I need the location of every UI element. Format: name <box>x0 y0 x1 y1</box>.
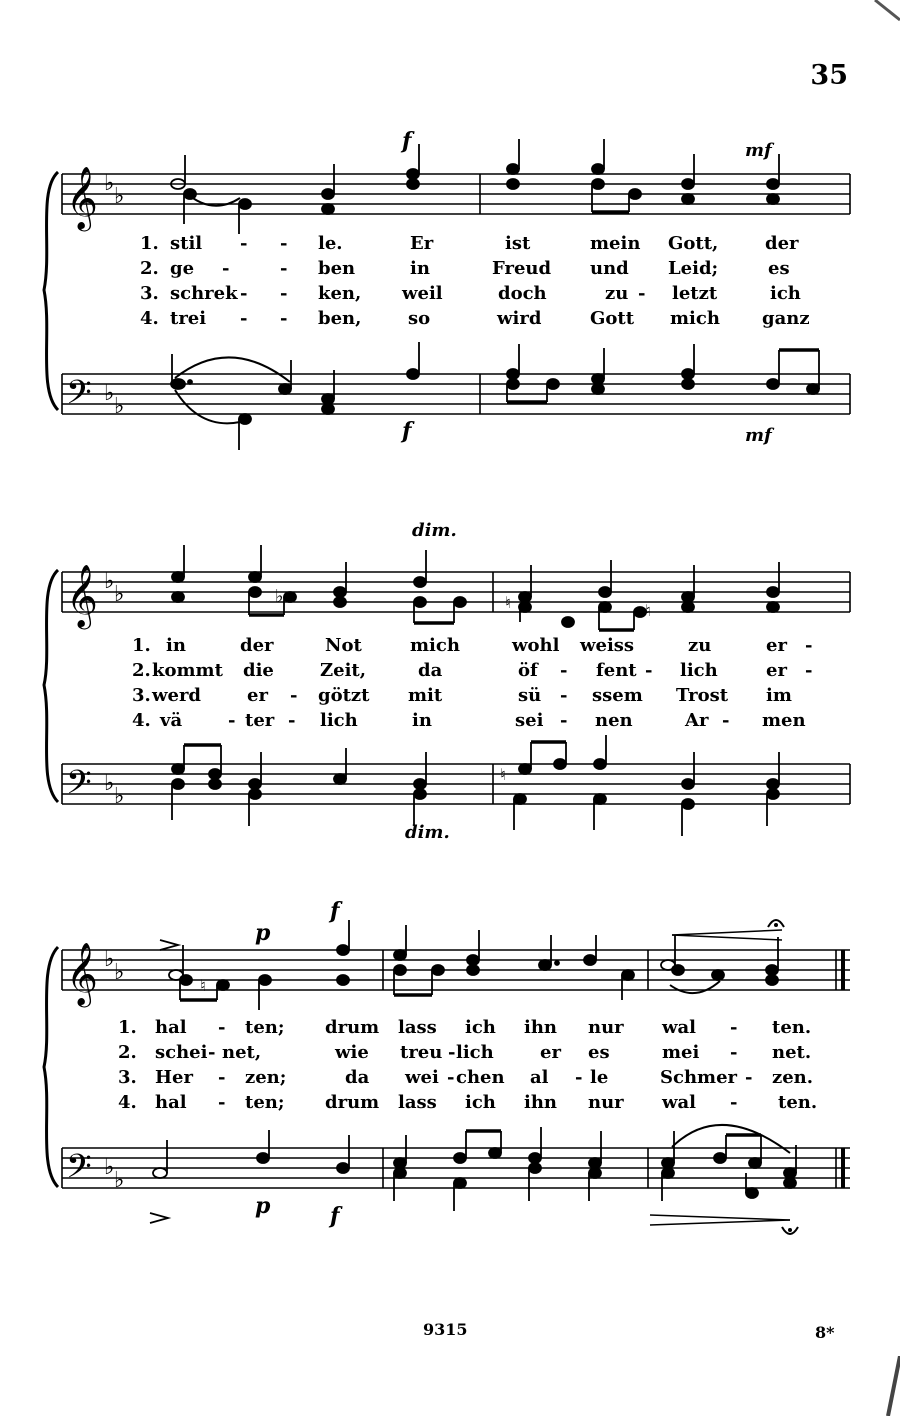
verse-number: 2. <box>140 258 159 279</box>
verse-number: 1. <box>118 1017 137 1038</box>
lyric-hyphen: - <box>222 258 230 279</box>
lyric-syllable: kommt <box>152 660 223 681</box>
lyric-syllable: schrek <box>170 283 238 304</box>
lyric-syllable: Ar <box>685 710 709 731</box>
svg-text:♭: ♭ <box>275 586 284 607</box>
lyric-syllable: mich <box>670 308 720 329</box>
verse-number: 2. <box>132 660 151 681</box>
lyric-syllable: ken, <box>318 283 362 304</box>
lyric-hyphen: - <box>240 283 248 304</box>
lyric-syllable: er <box>247 685 268 706</box>
lyric-syllable: da <box>418 660 443 681</box>
lyric-syllable: ben, <box>318 308 362 329</box>
lyric-syllable: wei <box>405 1067 439 1088</box>
dynamic-diminuendo: dim. <box>412 520 457 541</box>
lyric-syllable: Schmer <box>660 1067 738 1088</box>
lyric-syllable: so <box>408 308 431 329</box>
svg-text:𝄢: 𝄢 <box>66 1148 92 1194</box>
svg-text:♭: ♭ <box>114 1168 125 1193</box>
lyric-syllable: zu <box>688 635 712 656</box>
svg-text:♭: ♭ <box>104 171 115 196</box>
svg-text:𝄞: 𝄞 <box>66 166 98 229</box>
lyric-syllable: ter <box>245 710 275 731</box>
lyric-syllable: fent <box>596 660 637 681</box>
svg-text:𝄞: 𝄞 <box>66 564 98 627</box>
lyric-hyphen: - <box>240 233 248 254</box>
svg-text:♭: ♭ <box>104 771 115 796</box>
lyric-hyphen: - <box>745 1067 753 1088</box>
lyric-syllable: Freud <box>492 258 552 279</box>
svg-text:♭: ♭ <box>114 960 125 985</box>
lyric-hyphen: - <box>240 308 248 329</box>
lyric-syllable: Er <box>410 233 434 254</box>
lyric-syllable: ben <box>318 258 356 279</box>
svg-text:♭: ♭ <box>114 394 125 419</box>
lyric-syllable: Gott, <box>668 233 719 254</box>
svg-text:𝄢: 𝄢 <box>66 374 92 420</box>
score-notation-1 <box>0 120 900 460</box>
verse-number: 4. <box>118 1092 137 1113</box>
lyric-syllable: in <box>410 258 430 279</box>
lyric-syllable: in <box>166 635 186 656</box>
lyric-syllable: Trost <box>676 685 729 706</box>
lyric-syllable: lass <box>398 1092 437 1113</box>
dynamic-piano: p <box>255 1193 271 1219</box>
lyric-hyphen: - <box>730 1092 738 1113</box>
lyric-syllable: drum <box>325 1092 380 1113</box>
page-corner-mark <box>860 1356 900 1416</box>
verse-number: 3. <box>118 1067 137 1088</box>
lyric-syllable: al <box>530 1067 549 1088</box>
dynamic-mezzoforte: mf <box>745 425 772 446</box>
lyric-syllable: lich <box>456 1042 494 1063</box>
lyric-syllable: mich <box>410 635 460 656</box>
lyric-syllable: öf <box>518 660 538 681</box>
lyric-syllable: wohl <box>512 635 560 656</box>
lyric-syllable: ten; <box>245 1017 285 1038</box>
lyric-syllable: es <box>768 258 790 279</box>
lyric-syllable: der <box>240 635 274 656</box>
lyric-syllable: ich <box>465 1092 496 1113</box>
lyric-syllable: Gott <box>590 308 635 329</box>
lyric-syllable: ten. <box>778 1092 818 1113</box>
lyric-syllable: ge <box>170 258 195 279</box>
svg-text:♭: ♭ <box>114 582 125 607</box>
svg-text:♮: ♮ <box>645 601 651 620</box>
lyric-syllable: in <box>412 710 432 731</box>
lyric-hyphen: - <box>805 660 813 681</box>
svg-text:♭: ♭ <box>104 569 115 594</box>
dynamic-forte: f <box>330 898 340 924</box>
lyric-syllable: im <box>766 685 792 706</box>
svg-text:♮: ♮ <box>200 976 206 995</box>
lyric-syllable: mein <box>590 233 641 254</box>
lyric-syllable: er <box>766 660 787 681</box>
lyric-syllable: schei <box>155 1042 208 1063</box>
lyric-syllable: trei <box>170 308 207 329</box>
lyric-syllable: stil <box>170 233 203 254</box>
lyric-hyphen: - <box>560 710 568 731</box>
lyric-syllable: wal <box>662 1092 696 1113</box>
lyric-syllable: vä <box>160 710 183 731</box>
lyric-hyphen: - <box>280 283 288 304</box>
page-edge-mark <box>870 0 900 30</box>
lyric-hyphen: - <box>730 1042 738 1063</box>
music-system-2 <box>0 520 900 850</box>
lyric-syllable: nen <box>595 710 633 731</box>
verse-number: 4. <box>132 710 151 731</box>
lyric-syllable: der <box>765 233 799 254</box>
svg-text:♭: ♭ <box>104 1155 115 1180</box>
lyric-syllable: hal <box>155 1017 187 1038</box>
dynamic-forte: f <box>330 1203 340 1229</box>
svg-text:♭: ♭ <box>104 381 115 406</box>
lyric-hyphen: - <box>280 308 288 329</box>
lyric-hyphen: - <box>722 710 730 731</box>
svg-text:♭: ♭ <box>114 784 125 809</box>
dynamic-mezzoforte: mf <box>745 140 772 161</box>
lyric-syllable: chen <box>456 1067 505 1088</box>
lyric-syllable: ten; <box>245 1092 285 1113</box>
lyric-syllable: le <box>590 1067 609 1088</box>
lyric-syllable: ich <box>465 1017 496 1038</box>
svg-text:𝄢: 𝄢 <box>66 764 92 810</box>
lyric-syllable: Leid; <box>668 258 719 279</box>
lyric-syllable: Zeit, <box>320 660 367 681</box>
page-number: 35 <box>810 60 848 91</box>
plate-number: 9315 <box>423 1320 468 1339</box>
lyric-hyphen: - <box>448 1042 456 1063</box>
lyric-syllable: er <box>540 1042 561 1063</box>
verse-number: 4. <box>140 308 159 329</box>
lyric-syllable: götzt <box>318 685 370 706</box>
verse-number: 1. <box>140 233 159 254</box>
music-system-3 <box>0 895 900 1255</box>
lyric-syllable: sü <box>518 685 542 706</box>
lyric-syllable: net. <box>772 1042 812 1063</box>
verse-number: 3. <box>132 685 151 706</box>
lyric-syllable: Not <box>325 635 362 656</box>
dynamic-forte: f <box>402 128 412 154</box>
lyric-syllable: sei <box>515 710 544 731</box>
verse-number: 2. <box>118 1042 137 1063</box>
lyric-syllable: ssem <box>592 685 643 706</box>
lyric-syllable: lass <box>398 1017 437 1038</box>
signature-mark: 8* <box>815 1323 835 1342</box>
lyric-syllable: ihn <box>524 1092 558 1113</box>
lyric-syllable: es <box>588 1042 610 1063</box>
lyric-syllable: er <box>766 635 787 656</box>
lyric-hyphen: - <box>560 685 568 706</box>
lyric-syllable: net, <box>222 1042 262 1063</box>
lyric-hyphen: - <box>218 1017 226 1038</box>
lyric-hyphen: - <box>218 1092 226 1113</box>
lyric-syllable: men <box>762 710 806 731</box>
lyric-syllable: mei <box>662 1042 700 1063</box>
lyric-syllable: treu <box>400 1042 443 1063</box>
lyric-syllable: wal <box>662 1017 696 1038</box>
svg-text:♭: ♭ <box>104 947 115 972</box>
lyric-syllable: werd <box>152 685 202 706</box>
lyric-syllable: lich <box>680 660 718 681</box>
lyric-syllable: zen; <box>245 1067 287 1088</box>
lyric-syllable: die <box>243 660 274 681</box>
lyric-syllable: nur <box>588 1017 624 1038</box>
lyric-hyphen: - <box>805 635 813 656</box>
lyric-syllable: Her <box>155 1067 193 1088</box>
lyric-hyphen: - <box>290 685 298 706</box>
lyric-syllable: ten. <box>772 1017 812 1038</box>
lyric-hyphen: - <box>280 258 288 279</box>
lyric-syllable: ganz <box>762 308 810 329</box>
lyric-syllable: lich <box>320 710 358 731</box>
dynamic-piano: p <box>255 920 271 946</box>
lyric-hyphen: - <box>560 660 568 681</box>
lyric-syllable: mit <box>408 685 443 706</box>
lyric-hyphen: - <box>645 660 653 681</box>
lyric-syllable: letzt <box>672 283 718 304</box>
lyric-syllable: zen. <box>772 1067 814 1088</box>
verse-number: 3. <box>140 283 159 304</box>
lyric-syllable: doch <box>498 283 547 304</box>
svg-text:♮: ♮ <box>505 593 511 612</box>
lyric-syllable: hal <box>155 1092 187 1113</box>
verse-number: 1. <box>132 635 151 656</box>
lyric-hyphen: - <box>638 283 646 304</box>
lyric-hyphen: - <box>730 1017 738 1038</box>
lyric-syllable: ist <box>505 233 531 254</box>
svg-text:♭: ♭ <box>114 184 125 209</box>
lyric-syllable: da <box>345 1067 370 1088</box>
music-system-1 <box>0 120 900 460</box>
lyric-hyphen: - <box>288 710 296 731</box>
lyric-syllable: weiss <box>580 635 635 656</box>
lyric-syllable: weil <box>402 283 443 304</box>
lyric-hyphen: - <box>228 710 236 731</box>
lyric-syllable: ich <box>770 283 801 304</box>
dynamic-forte: f <box>402 418 412 444</box>
lyric-hyphen: - <box>575 1067 583 1088</box>
lyric-hyphen: - <box>208 1042 216 1063</box>
svg-text:𝄞: 𝄞 <box>66 942 98 1005</box>
lyric-syllable: zu <box>605 283 629 304</box>
lyric-syllable: und <box>590 258 629 279</box>
lyric-syllable: ihn <box>524 1017 558 1038</box>
lyric-hyphen: - <box>218 1067 226 1088</box>
svg-text:♮: ♮ <box>500 765 506 784</box>
dynamic-diminuendo: dim. <box>405 822 450 843</box>
lyric-syllable: wie <box>335 1042 369 1063</box>
lyric-syllable: le. <box>318 233 343 254</box>
lyric-hyphen: - <box>447 1067 455 1088</box>
lyric-syllable: wird <box>497 308 542 329</box>
lyric-hyphen: - <box>280 233 288 254</box>
lyric-syllable: drum <box>325 1017 380 1038</box>
lyric-syllable: nur <box>588 1092 624 1113</box>
